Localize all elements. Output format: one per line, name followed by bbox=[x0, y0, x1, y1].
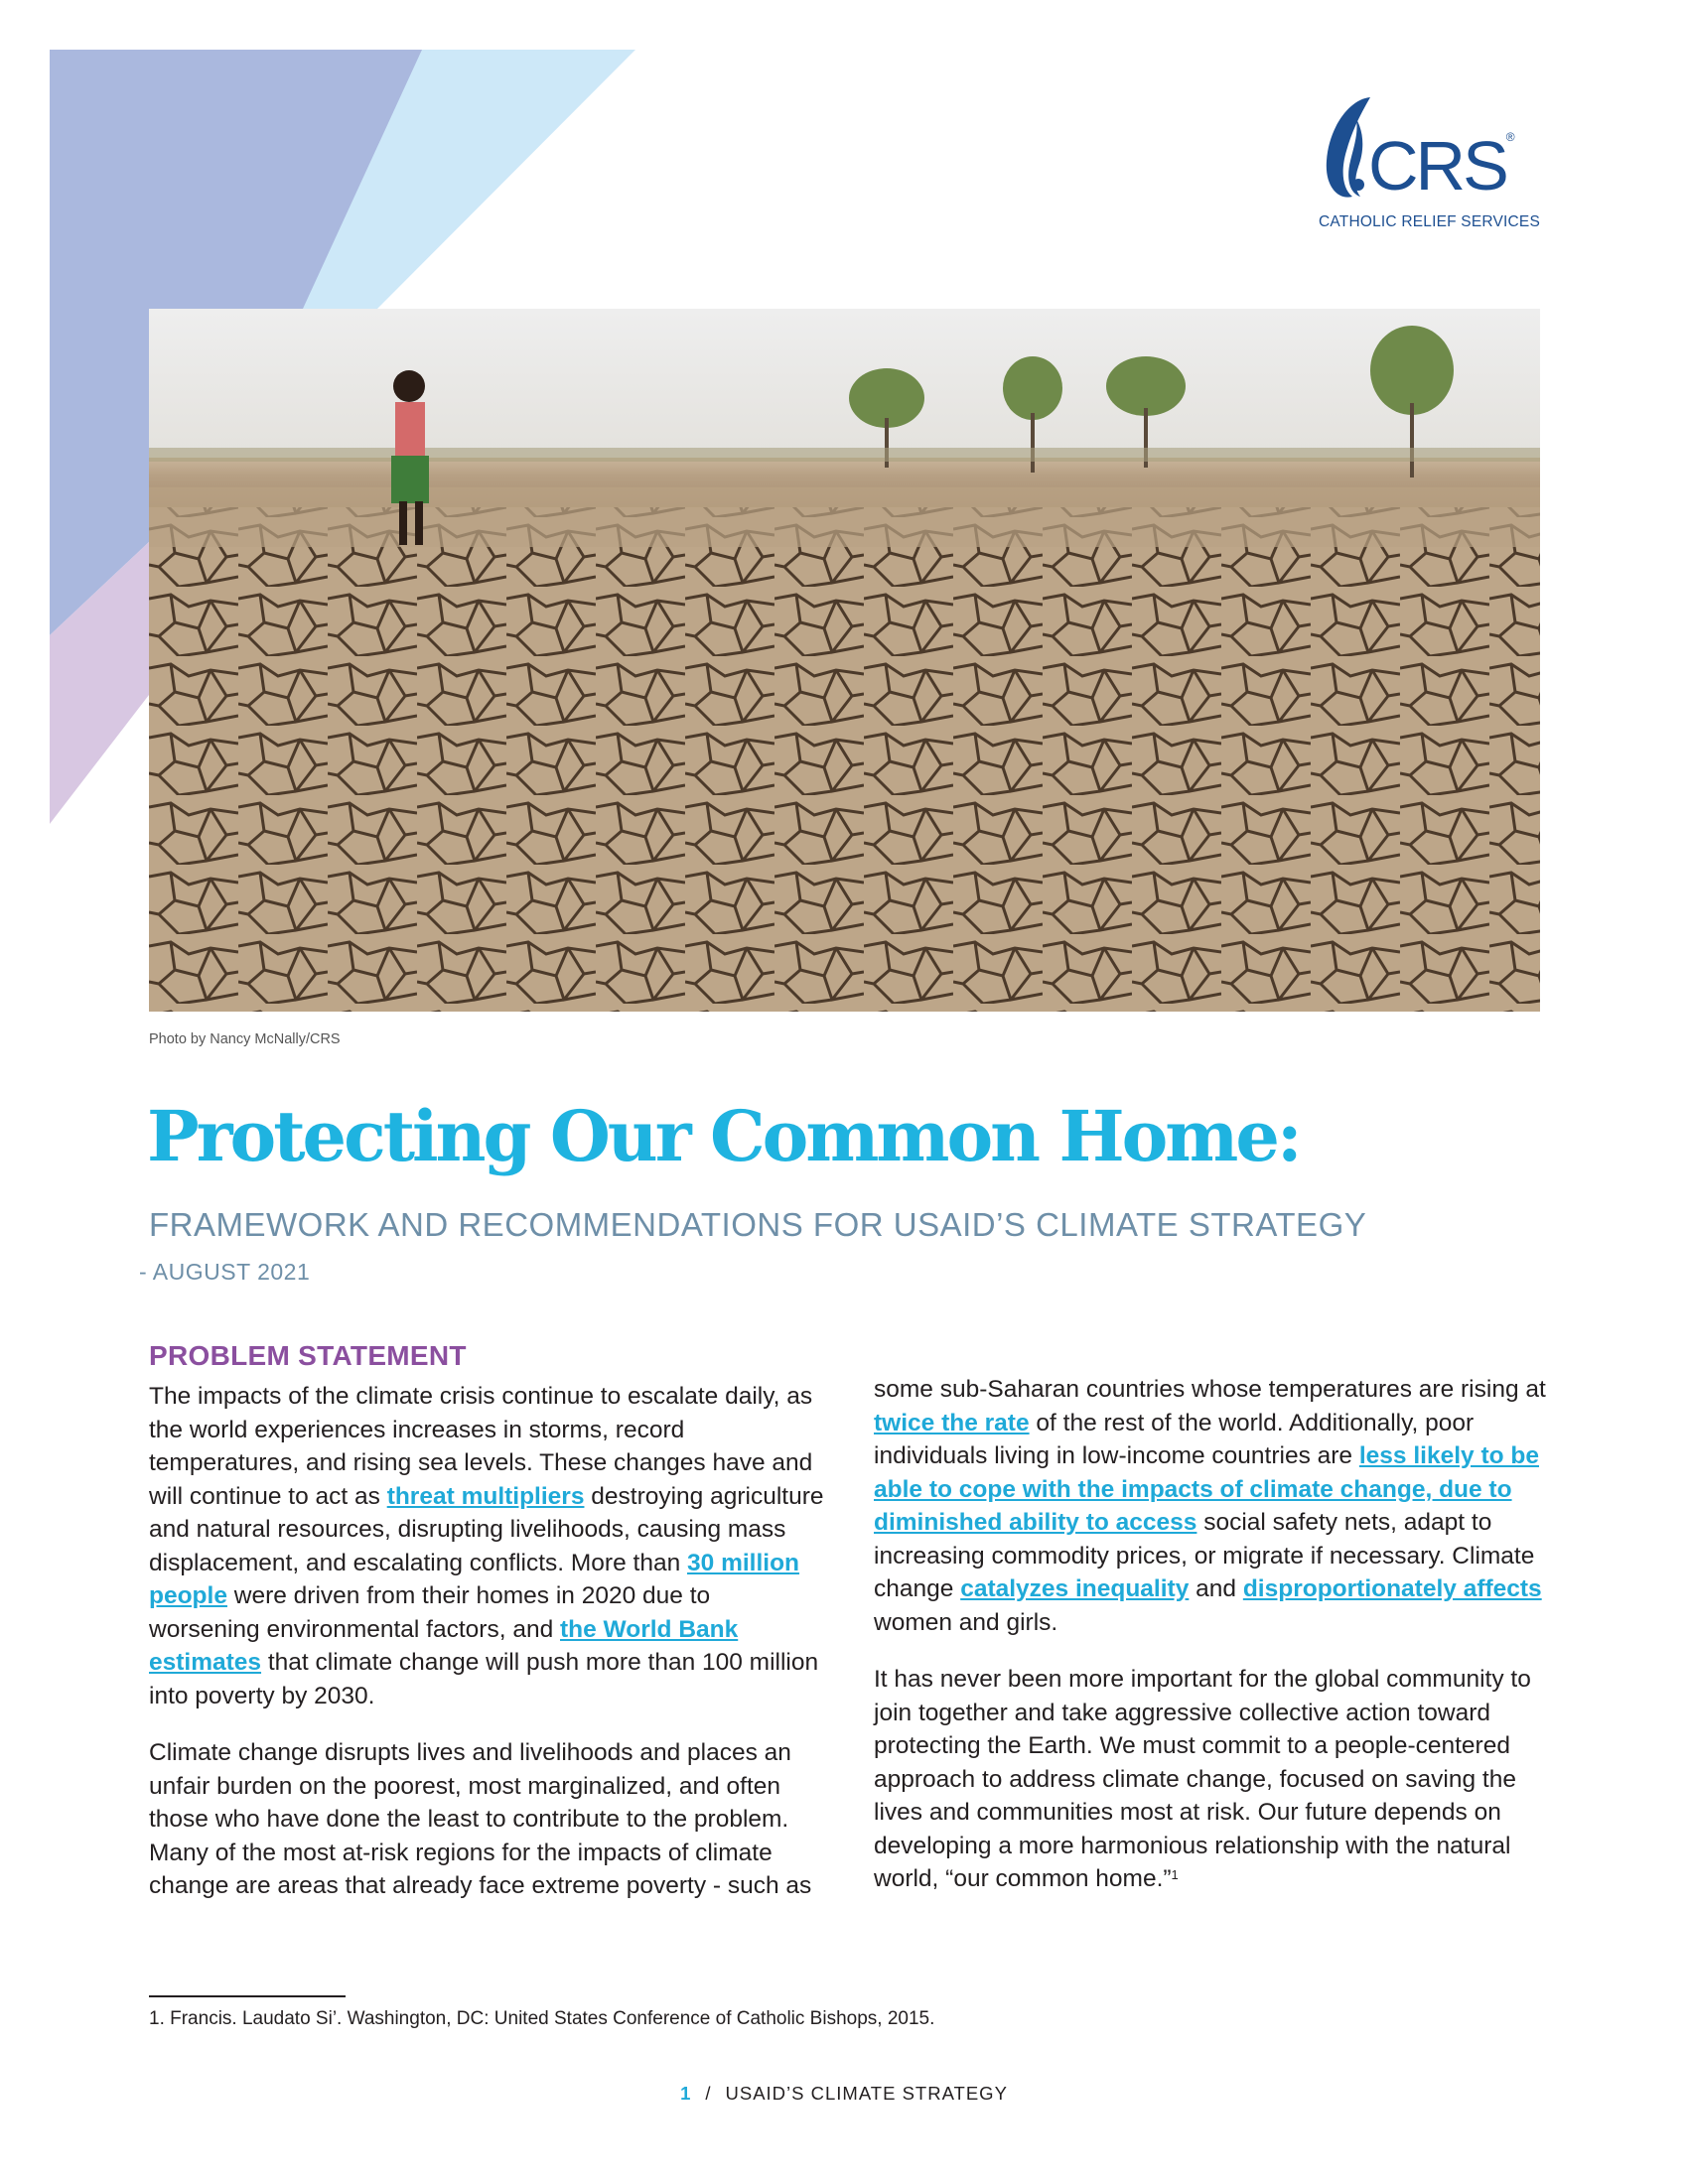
body-text: some sub-Saharan countries whose temperatures are rising at bbox=[874, 1376, 1546, 1403]
link-world-bank-estimates[interactable]: the World Bank estimates bbox=[149, 1615, 739, 1676]
section-heading: PROBLEM STATEMENT bbox=[149, 1340, 467, 1371]
footer-separator: / bbox=[705, 2083, 712, 2104]
body-text: were driven from their homes in 2020 due to worsening environmental factors, and bbox=[149, 1582, 711, 1643]
footer-label: USAID’S CLIMATE STRATEGY bbox=[725, 2083, 1008, 2104]
right-column bbox=[874, 1373, 1549, 1920]
crs-logo bbox=[1309, 89, 1539, 238]
paragraph bbox=[874, 1663, 1549, 1896]
publication-date: - AUGUST 2021 bbox=[139, 1259, 311, 1285]
registered-mark: ® bbox=[1505, 130, 1515, 144]
body-text: women and girls. bbox=[874, 1608, 1058, 1636]
body-text: It has never been more important for the global community to join together and take aggressive collective action toward protecting the Earth. We must commit to a people-centered approach to address climate change, focused on saving the lives and communities most at risk. Our future depends on developing a more harmonious relationship with the natural world, “our common home.” bbox=[874, 1666, 1531, 1892]
footnote: 1. Francis. Laudato Si’. Washington, DC: United States Conference of Catholic Bishops, 2015. bbox=[149, 2008, 935, 2029]
link-twice-the-rate[interactable]: twice the rate bbox=[874, 1409, 1030, 1436]
footnote-marker[interactable]: 1 bbox=[1171, 1867, 1179, 1882]
cover-photo bbox=[149, 309, 1540, 1012]
link-30-million-people[interactable]: 30 million people bbox=[149, 1549, 800, 1609]
page-number: 1 bbox=[680, 2083, 692, 2104]
logo-wordmark: CRS bbox=[1368, 127, 1506, 205]
photo-caption: Photo by Nancy McNally/CRS bbox=[149, 1031, 341, 1047]
page-subtitle: FRAMEWORK AND RECOMMENDATIONS FOR USAID’S CLIMATE STRATEGY bbox=[149, 1206, 1367, 1243]
left-column bbox=[149, 1380, 824, 1927]
footnote-divider bbox=[149, 1995, 346, 1997]
link-threat-multipliers[interactable]: threat multipliers bbox=[386, 1482, 585, 1510]
body-text: The impacts of the climate crisis continue to escalate daily, as the world experiences increases in storms, record temperatures, and rising sea levels. These changes have and will continue to act as bbox=[149, 1383, 813, 1510]
logo-tagline: CATHOLIC RELIEF SERVICES bbox=[1319, 213, 1541, 230]
page-title: Protecting Our Common Home: bbox=[147, 1095, 1300, 1177]
body-text: of the rest of the world. Additionally, poor individuals living in low-income countries are bbox=[874, 1409, 1475, 1469]
link-less-likely-to-cope[interactable]: less likely to be able to cope with the impacts of climate change, due to diminished ability to access bbox=[874, 1442, 1539, 1536]
paragraph bbox=[149, 1380, 824, 1712]
body-text: social safety nets, adapt to increasing commodity prices, or migrate if necessary. Climate change bbox=[874, 1509, 1535, 1602]
body-text: and bbox=[1189, 1575, 1243, 1602]
page-footer bbox=[0, 2083, 1688, 2105]
body-text: that climate change will push more than 100 million into poverty by 2030. bbox=[149, 1649, 819, 1709]
paragraph bbox=[874, 1373, 1549, 1639]
link-disproportionately-affects[interactable]: disproportionately affects bbox=[1242, 1575, 1542, 1602]
link-catalyzes-inequality[interactable]: catalyzes inequality bbox=[960, 1575, 1190, 1602]
body-text: destroying agriculture and natural resources, disrupting livelihoods, causing mass displacement, and escalating conflicts. More than bbox=[149, 1482, 824, 1576]
paragraph: Climate change disrupts lives and livelihoods and places an unfair burden on the poorest, most marginalized, and often those who have done the least to contribute to the problem. Many of the most at-risk regions for the impacts of climate change are areas that already face extreme poverty - such as bbox=[149, 1739, 812, 1899]
